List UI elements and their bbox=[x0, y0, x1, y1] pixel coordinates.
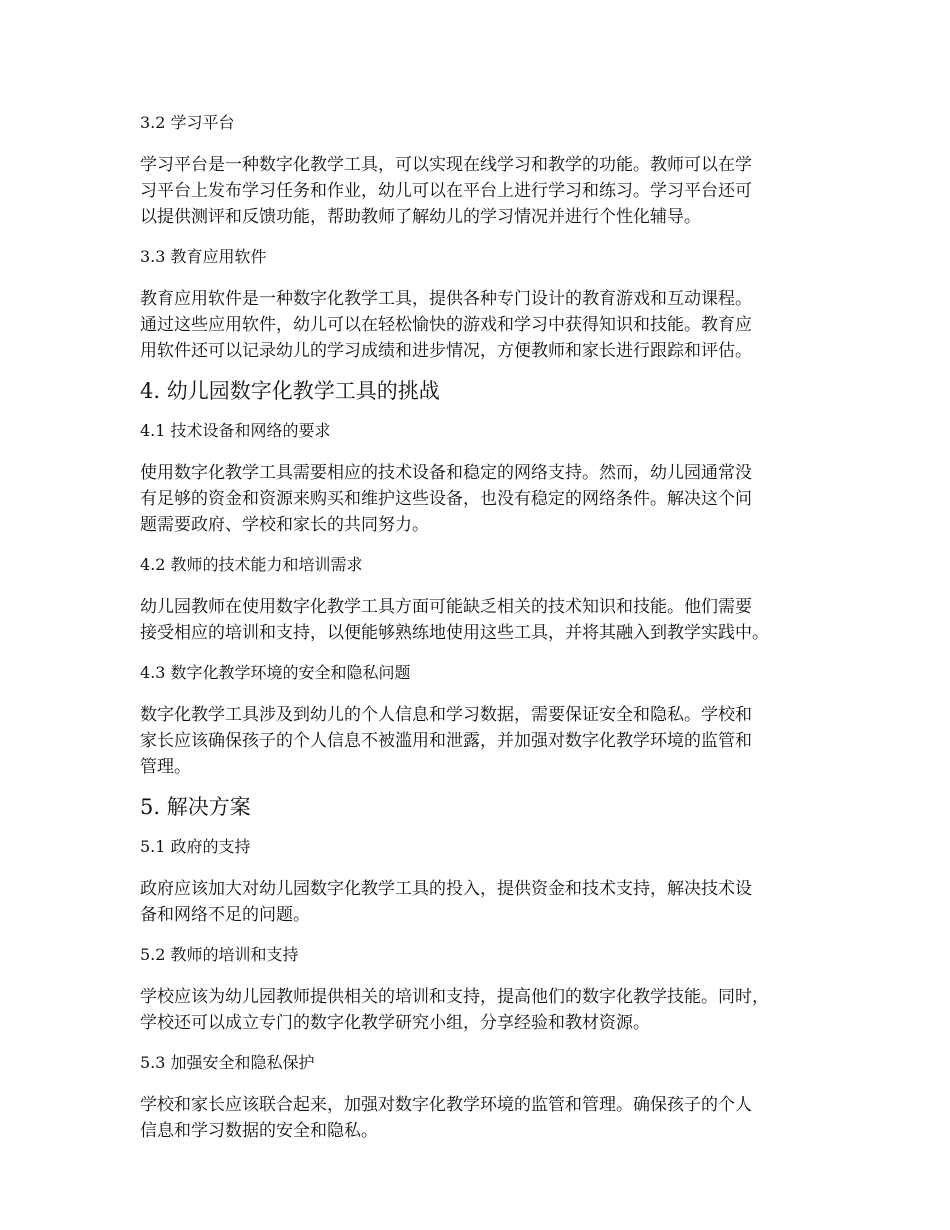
paragraph-line: 接受相应的培训和支持，以便能够熟练地使用这些工具，并将其融入到教学实践中。 bbox=[140, 623, 769, 643]
paragraph-line: 幼儿园教师在使用数字化教学工具方面可能缺乏相关的技术知识和技能。他们需要 bbox=[140, 597, 752, 617]
chapter-4-heading: 4. 幼儿园数字化教学工具的挑战 bbox=[140, 379, 440, 403]
section-5-2-paragraph bbox=[140, 984, 830, 1036]
paragraph-line: 通过这些应用软件，幼儿可以在轻松愉快的游戏和学习中获得知识和技能。教育应 bbox=[140, 315, 752, 335]
section-4-1-title: 4.1 技术设备和网络的要求 bbox=[140, 421, 331, 440]
paragraph-line: 数字化教学工具涉及到幼儿的个人信息和学习数据，需要保证安全和隐私。学校和 bbox=[140, 705, 752, 725]
paragraph-line: 习平台上发布学习任务和作业，幼儿可以在平台上进行学习和练习。学习平台还可 bbox=[140, 181, 752, 201]
paragraph-line: 信息和学习数据的安全和隐私。 bbox=[140, 1121, 378, 1141]
paragraph-line: 题需要政府、学校和家长的共同努力。 bbox=[140, 515, 429, 535]
section-4-3-title: 4.3 数字化教学环境的安全和隐私问题 bbox=[140, 663, 411, 682]
paragraph-line: 以提供测评和反馈功能，帮助教师了解幼儿的学习情况并进行个性化辅导。 bbox=[140, 207, 701, 227]
section-3-2-title: 3.2 学习平台 bbox=[140, 113, 235, 132]
paragraph-line: 备和网络不足的问题。 bbox=[140, 905, 310, 925]
section-3-3-title: 3.3 教育应用软件 bbox=[140, 247, 267, 266]
section-4-3-paragraph bbox=[140, 702, 830, 780]
paragraph-line: 有足够的资金和资源来购买和维护这些设备，也没有稳定的网络条件。解决这个问 bbox=[140, 489, 752, 509]
paragraph-line: 政府应该加大对幼儿园数字化教学工具的投入，提供资金和技术支持，解决技术设 bbox=[140, 879, 752, 899]
section-5-3-paragraph bbox=[140, 1092, 830, 1144]
paragraph-line: 管理。 bbox=[140, 757, 191, 777]
paragraph-line: 学校还可以成立专门的数字化教学研究小组，分享经验和教材资源。 bbox=[140, 1013, 650, 1033]
section-5-2-title: 5.2 教师的培训和支持 bbox=[140, 945, 299, 964]
paragraph-line: 教育应用软件是一种数字化教学工具，提供各种专门设计的教育游戏和互动课程。 bbox=[140, 289, 752, 309]
section-5-1-paragraph bbox=[140, 876, 830, 928]
paragraph-line: 家长应该确保孩子的个人信息不被滥用和泄露，并加强对数字化教学环境的监管和 bbox=[140, 731, 752, 751]
paragraph-line: 用软件还可以记录幼儿的学习成绩和进步情况，方便教师和家长进行跟踪和评估。 bbox=[140, 341, 752, 361]
section-3-3-paragraph bbox=[140, 286, 830, 364]
paragraph-line: 学习平台是一种数字化教学工具，可以实现在线学习和教学的功能。教师可以在学 bbox=[140, 155, 752, 175]
paragraph-line: 学校和家长应该联合起来，加强对数字化教学环境的监管和管理。确保孩子的个人 bbox=[140, 1095, 752, 1115]
section-4-1-paragraph bbox=[140, 460, 830, 538]
chapter-5-heading: 5. 解决方案 bbox=[140, 795, 251, 819]
section-5-3-title: 5.3 加强安全和隐私保护 bbox=[140, 1053, 315, 1072]
section-5-1-title: 5.1 政府的支持 bbox=[140, 837, 251, 856]
section-4-2-title: 4.2 教师的技术能力和培训需求 bbox=[140, 555, 363, 574]
paragraph-line: 使用数字化教学工具需要相应的技术设备和稳定的网络支持。然而，幼儿园通常没 bbox=[140, 463, 752, 483]
section-4-2-paragraph bbox=[140, 594, 830, 646]
paragraph-line: 学校应该为幼儿园教师提供相关的培训和支持，提高他们的数字化教学技能。同时， bbox=[140, 987, 769, 1007]
section-3-2-paragraph bbox=[140, 152, 830, 230]
